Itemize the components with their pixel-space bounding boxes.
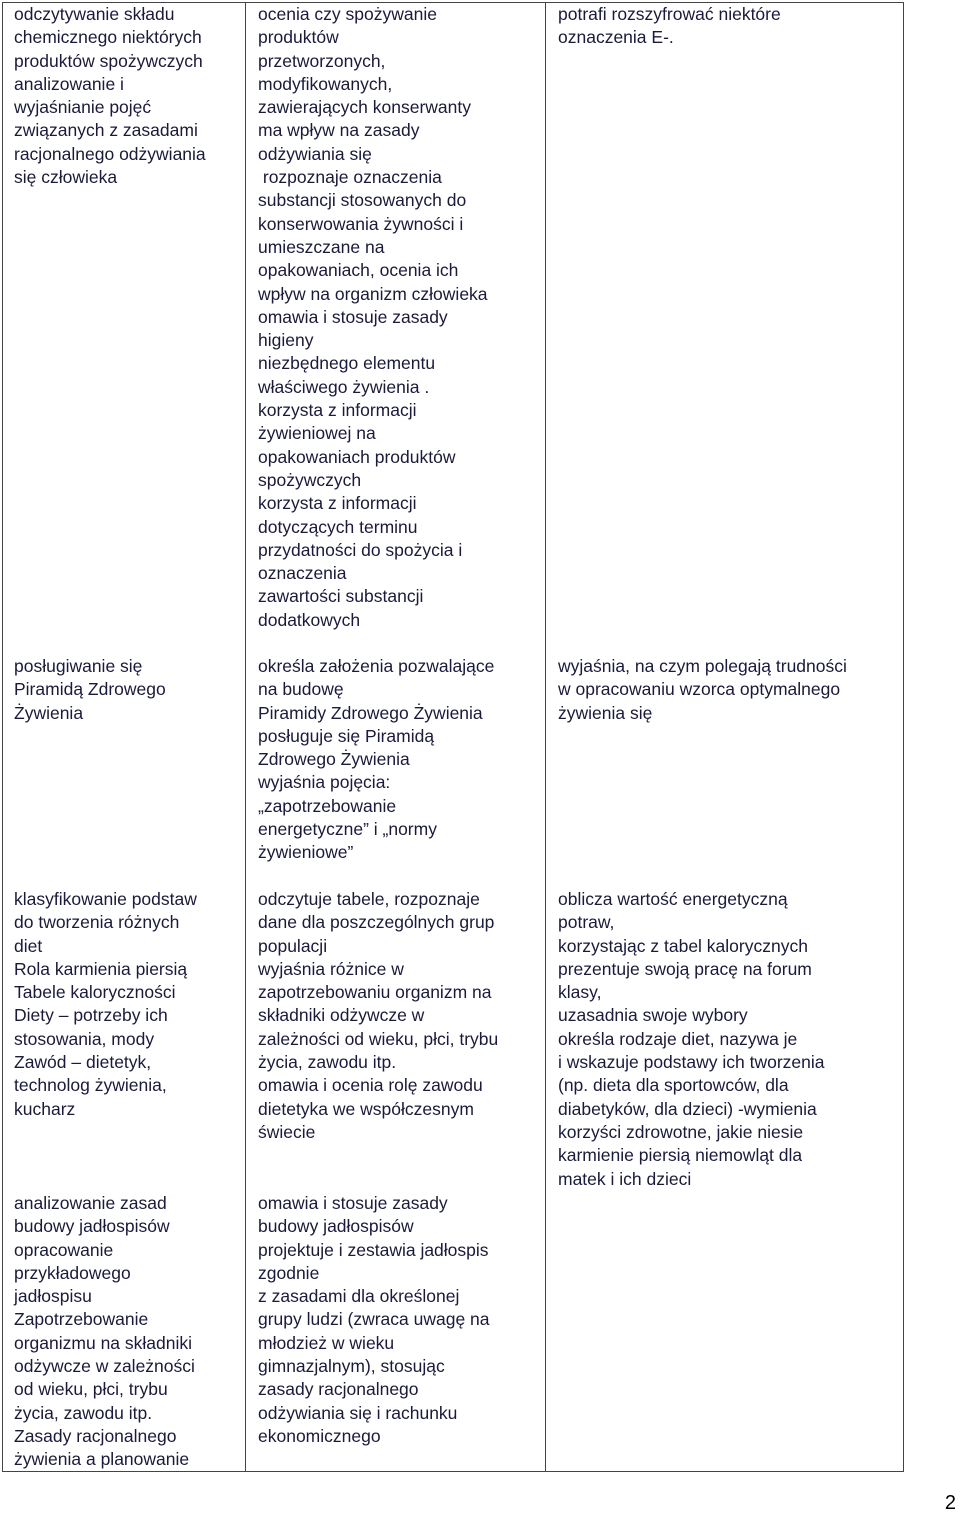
- text-line: w opracowaniu wzorca optymalnego: [558, 679, 841, 700]
- text-line: odczytywanie składu: [14, 4, 175, 24]
- cell-basic-requirements: [258, 1192, 490, 1448]
- text-line: dodatkowych: [258, 609, 361, 630]
- cell-basic-requirements: [258, 888, 498, 1144]
- text-line: chemicznego niektórych: [14, 27, 202, 48]
- text-line: oblicza wartość energetyczną: [558, 889, 788, 909]
- text-line: dietetyka we współczesnym: [258, 1098, 474, 1119]
- text-line: od wieku, płci, trybu: [14, 1379, 168, 1400]
- text-line: oznaczenia: [258, 563, 347, 584]
- text-line: przykładowego: [14, 1262, 131, 1283]
- cell-extended-requirements: [558, 3, 781, 50]
- text-line: kucharz: [14, 1098, 76, 1119]
- text-line: omawia i stosuje zasady: [258, 306, 448, 327]
- text-line: dotyczących terminu: [258, 516, 418, 537]
- text-line: wyjaśnianie pojęć: [14, 97, 152, 118]
- text-line: jadłospisu: [14, 1286, 92, 1307]
- column-divider: [545, 2, 546, 1472]
- text-line: określa założenia pozwalające: [258, 656, 495, 676]
- text-line: konserwowania żywności i: [258, 213, 464, 234]
- text-line: modyfikowanych,: [258, 73, 393, 94]
- text-line: „zapotrzebowanie: [258, 795, 397, 816]
- text-line: opracowanie: [14, 1239, 114, 1260]
- text-line: Zdrowego Żywienia: [258, 749, 410, 770]
- text-line: i wskazuje podstawy ich tworzenia: [558, 1052, 825, 1073]
- text-line: budowy jadłospisów: [14, 1216, 170, 1237]
- text-line: rozpoznaje oznaczenia: [258, 167, 442, 188]
- text-line: opakowaniach, ocenia ich: [258, 260, 459, 281]
- text-line: ocenia czy spożywanie: [258, 4, 437, 24]
- text-line: odżywiania się i rachunku: [258, 1402, 458, 1423]
- text-line: niezbędnego elementu: [258, 353, 436, 374]
- text-line: żywieniowe”: [258, 842, 354, 863]
- text-line: zasady racjonalnego: [258, 1379, 419, 1400]
- text-line: ekonomicznego: [258, 1425, 381, 1446]
- text-line: Zapotrzebowanie: [14, 1309, 149, 1330]
- text-line: związanych z zasadami: [14, 120, 198, 141]
- text-line: spożywczych: [258, 469, 362, 490]
- text-line: życia, zawodu itp.: [14, 1402, 153, 1423]
- text-line: ma wpływ na zasady: [258, 120, 420, 141]
- text-line: Diety – potrzeby ich: [14, 1005, 168, 1026]
- text-line: właściwego żywienia .: [258, 376, 430, 397]
- cell-basic-requirements: [258, 3, 488, 632]
- text-line: analizowanie zasad: [14, 1193, 167, 1213]
- text-line: omawia i ocenia rolę zawodu: [258, 1075, 483, 1096]
- text-line: populacji: [258, 935, 328, 956]
- text-line: produktów spożywczych: [14, 50, 203, 71]
- text-line: odżywcze w zależności: [14, 1356, 195, 1377]
- text-line: Piramidą Zdrowego: [14, 679, 166, 700]
- text-line: klasyfikowanie podstaw: [14, 889, 197, 909]
- text-line: składniki odżywcze w: [258, 1005, 425, 1026]
- text-line: projektuje i zestawia jadłospis: [258, 1239, 489, 1260]
- text-line: przydatności do spożycia i: [258, 539, 463, 560]
- text-line: korzyści zdrowotne, jakie niesie: [558, 1121, 804, 1142]
- text-line: korzysta z informacji: [258, 493, 417, 514]
- text-line: żywieniowej na: [258, 423, 376, 444]
- text-line: substancji stosowanych do: [258, 190, 467, 211]
- text-line: Tabele kaloryczności: [14, 982, 176, 1003]
- text-line: odczytuje tabele, rozpoznaje: [258, 889, 480, 909]
- text-line: gimnazjalnym), stosując: [258, 1356, 445, 1377]
- text-line: potrafi rozszyfrować niektóre: [558, 4, 781, 24]
- cell-topic: [14, 1192, 195, 1472]
- text-line: korzystając z tabel kalorycznych: [558, 935, 808, 956]
- text-line: zapotrzebowaniu organizm na: [258, 982, 492, 1003]
- text-line: wyjaśnia, na czym polegają trudności: [558, 656, 847, 676]
- text-line: organizmu na składniki: [14, 1332, 193, 1353]
- text-line: wyjaśnia pojęcia:: [258, 772, 391, 793]
- cell-extended-requirements: [558, 655, 847, 725]
- text-line: racjonalnego odżywiania: [14, 143, 206, 164]
- text-line: diabetyków, dla dzieci) -wymienia: [558, 1098, 817, 1119]
- text-line: Żywienia: [14, 702, 84, 723]
- column-divider: [245, 2, 246, 1472]
- text-line: Zasady racjonalnego: [14, 1425, 177, 1446]
- text-line: higieny: [258, 330, 314, 351]
- text-line: przetworzonych,: [258, 50, 386, 71]
- text-line: umieszczane na: [258, 236, 385, 257]
- text-line: (np. dieta dla sportowców, dla: [558, 1075, 789, 1096]
- text-line: stosowania, mody: [14, 1028, 155, 1049]
- text-line: żywienia się: [558, 702, 653, 723]
- text-line: produktów: [258, 27, 339, 48]
- text-line: opakowaniach produktów: [258, 446, 456, 467]
- text-line: do tworzenia różnych: [14, 912, 180, 933]
- text-line: karmienie piersią niemowląt dla: [558, 1145, 803, 1166]
- text-line: oznaczenia E-.: [558, 27, 674, 48]
- text-line: korzysta z informacji: [258, 400, 417, 421]
- page-number: 2: [944, 1492, 956, 1514]
- text-line: żywienia a planowanie: [14, 1449, 190, 1470]
- cell-topic: [14, 655, 166, 725]
- text-line: Piramidy Zdrowego Żywienia: [258, 702, 483, 723]
- text-line: określa rodzaje diet, nazywa je: [558, 1028, 798, 1049]
- cell-extended-requirements: [558, 888, 825, 1191]
- text-line: grupy ludzi (zwraca uwagę na: [258, 1309, 490, 1330]
- text-line: zawartości substancji: [258, 586, 424, 607]
- text-line: energetyczne” i „normy: [258, 819, 437, 840]
- text-line: dane dla poszczególnych grup: [258, 912, 495, 933]
- text-line: życia, zawodu itp.: [258, 1052, 397, 1073]
- text-line: świecie: [258, 1121, 316, 1142]
- text-line: Zawód – dietetyk,: [14, 1052, 152, 1073]
- text-line: zawierających konserwanty: [258, 97, 472, 118]
- text-line: z zasadami dla określonej: [258, 1286, 460, 1307]
- text-line: technolog żywienia,: [14, 1075, 167, 1096]
- text-line: budowy jadłospisów: [258, 1216, 414, 1237]
- text-line: zależności od wieku, płci, trybu: [258, 1028, 499, 1049]
- cell-topic: [14, 3, 206, 189]
- text-line: matek i ich dzieci: [558, 1168, 692, 1189]
- text-line: wpływ na organizm człowieka: [258, 283, 488, 304]
- cell-basic-requirements: [258, 655, 494, 865]
- text-line: odżywiania się: [258, 143, 372, 164]
- text-line: Rola karmienia piersią: [14, 958, 188, 979]
- text-line: prezentuje swoją pracę na forum: [558, 958, 812, 979]
- text-line: potraw,: [558, 912, 615, 933]
- text-line: uzasadnia swoje wybory: [558, 1005, 748, 1026]
- text-line: się człowieka: [14, 167, 118, 188]
- text-line: diet: [14, 935, 43, 956]
- text-line: posługuje się Piramidą: [258, 725, 435, 746]
- text-line: na budowę: [258, 679, 344, 700]
- text-line: posługiwanie się: [14, 656, 143, 676]
- text-line: wyjaśnia różnice w: [258, 958, 404, 979]
- text-line: omawia i stosuje zasady: [258, 1193, 448, 1213]
- cell-topic: [14, 888, 197, 1121]
- text-line: klasy,: [558, 982, 602, 1003]
- text-line: młodzież w wieku: [258, 1332, 395, 1353]
- text-line: zgodnie: [258, 1262, 320, 1283]
- text-line: analizowanie i: [14, 73, 124, 94]
